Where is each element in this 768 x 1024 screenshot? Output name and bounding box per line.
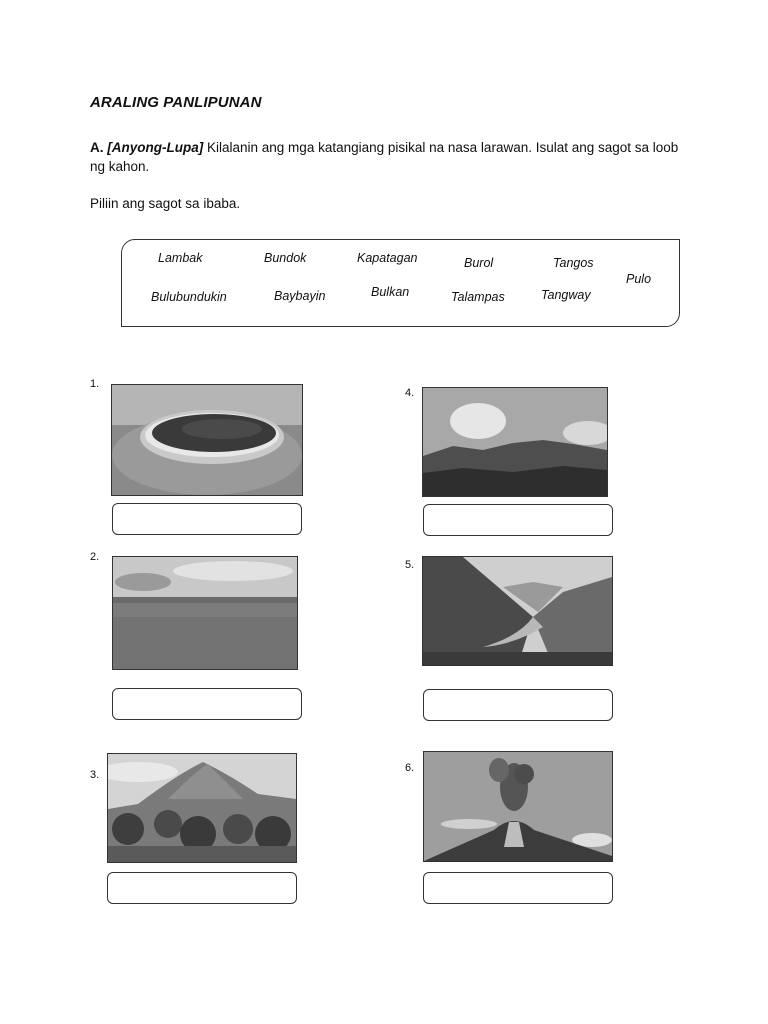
item-number-3: 3. bbox=[90, 769, 100, 781]
answer-box-3[interactable] bbox=[107, 872, 297, 904]
word-tangos: Tangos bbox=[553, 256, 594, 270]
word-bundok: Bundok bbox=[264, 251, 307, 265]
word-baybayin: Baybayin bbox=[274, 289, 326, 303]
item-number-5: 5. bbox=[405, 559, 415, 571]
answer-box-1[interactable] bbox=[112, 503, 302, 535]
word-tangway: Tangway bbox=[541, 288, 591, 302]
worksheet-title: ARALING PANLIPUNAN bbox=[90, 94, 262, 111]
word-pulo: Pulo bbox=[626, 272, 652, 286]
instruction-letter: A. bbox=[90, 140, 104, 155]
word-kapatagan: Kapatagan bbox=[357, 251, 418, 265]
item-number-4: 4. bbox=[405, 387, 415, 399]
hill-photo bbox=[107, 753, 297, 863]
volcano-photo bbox=[423, 751, 613, 862]
choose-instruction: Piliin ang sagot sa ibaba. bbox=[90, 196, 241, 211]
word-bulubundukin: Bulubundukin bbox=[151, 290, 227, 304]
answer-box-6[interactable] bbox=[423, 872, 613, 904]
item-number-2: 2. bbox=[90, 551, 100, 563]
answer-box-2[interactable] bbox=[112, 688, 302, 720]
item-number-1: 1. bbox=[90, 378, 100, 390]
valley-photo bbox=[422, 556, 613, 666]
word-bulkan: Bulkan bbox=[371, 285, 410, 299]
instruction-text bbox=[90, 138, 690, 176]
item-number-6: 6. bbox=[405, 762, 415, 774]
answer-box-5[interactable] bbox=[423, 689, 613, 721]
word-burol: Burol bbox=[464, 256, 494, 270]
answer-box-4[interactable] bbox=[423, 504, 613, 536]
plain-photo bbox=[112, 556, 298, 670]
word-talampas: Talampas bbox=[451, 290, 505, 304]
instruction-body: Kilalanin ang mga katangiang pisikal na nasa larawan. Isulat ang sagot sa loob ng kahon. bbox=[90, 140, 679, 174]
word-lambak: Lambak bbox=[158, 251, 203, 265]
island-photo bbox=[111, 384, 303, 496]
mountain-range-photo bbox=[422, 387, 608, 497]
instruction-topic: [Anyong-Lupa] bbox=[107, 140, 204, 155]
